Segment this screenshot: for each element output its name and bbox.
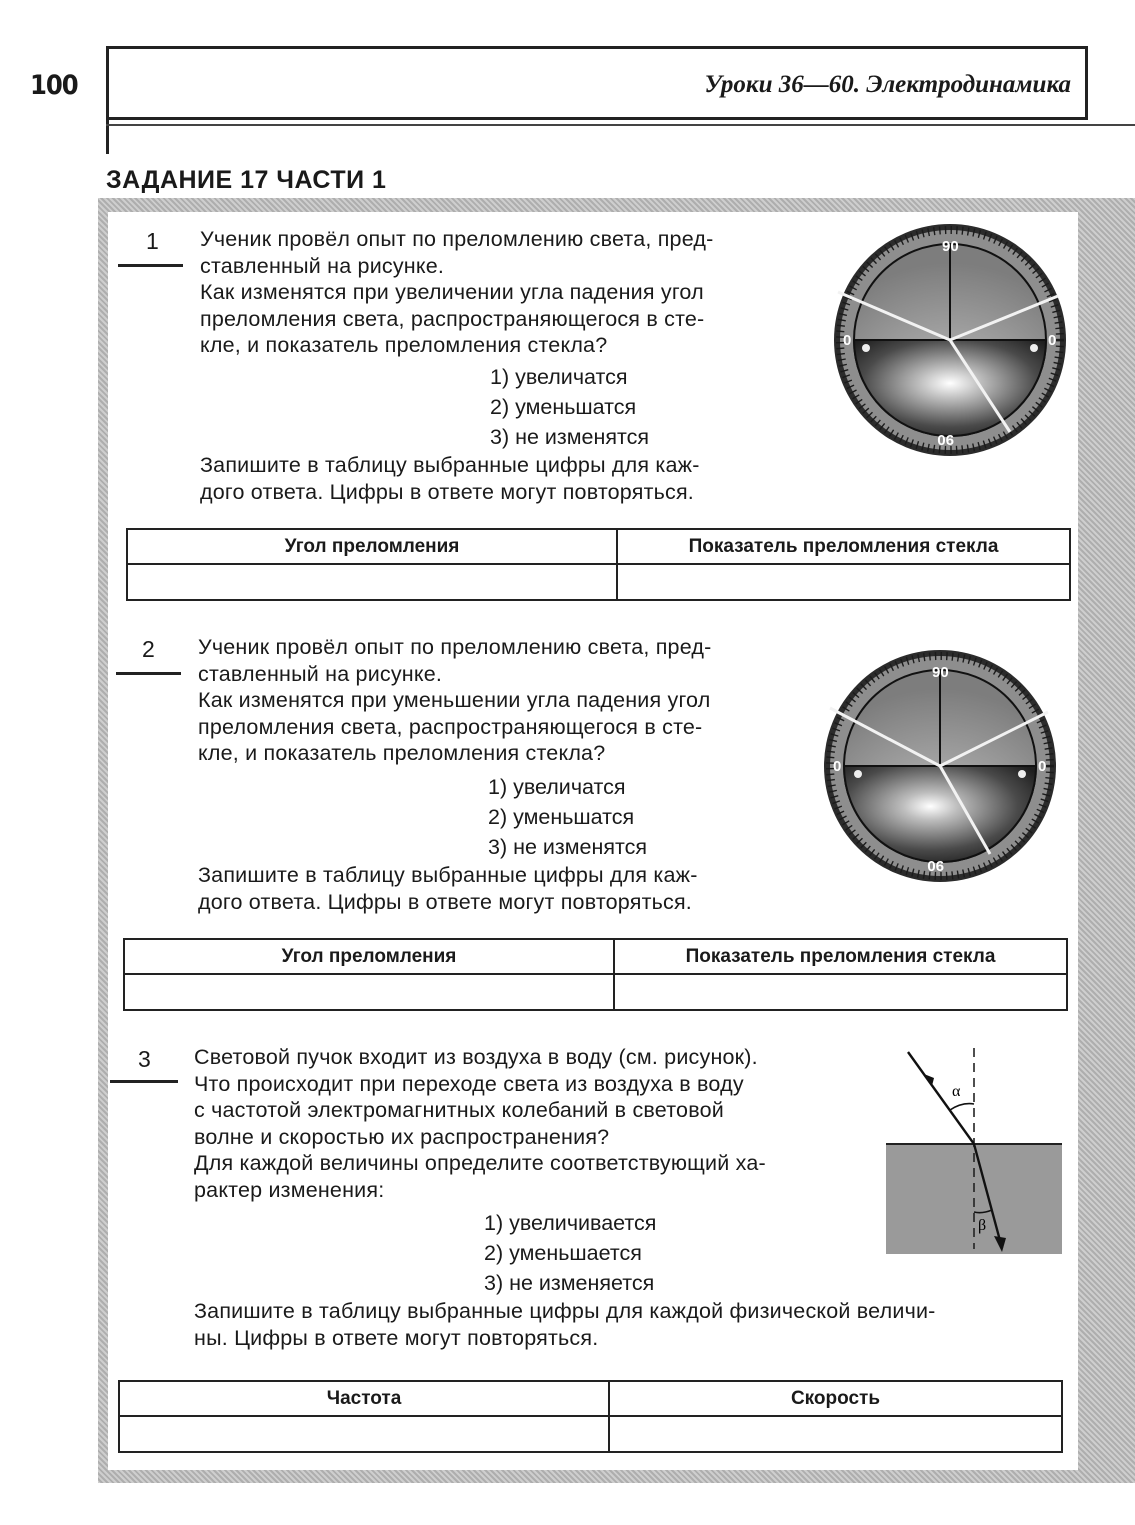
answer-cell[interactable] <box>617 564 1070 600</box>
table-header-cell: Угол преломления <box>124 939 614 974</box>
answer-option: 3) не изменятся <box>490 425 650 449</box>
answer-option: 3) не изменятся <box>488 835 648 859</box>
table-header-cell: Частота <box>119 1381 609 1416</box>
question-line: Для каждой величины определите соответствующий ха- <box>194 1151 766 1175</box>
question-line: ставленный на рисунке. <box>200 253 445 278</box>
table-header-cell: Показатель преломления стекла <box>614 939 1067 974</box>
answer-cell[interactable] <box>127 564 617 600</box>
task-number: 3 <box>138 1046 151 1072</box>
instruction-line: дого ответа. Цифры в ответе могут повторяться. <box>198 889 692 914</box>
answer-options <box>484 1208 656 1298</box>
question-line: Что происходит при переходе света из воздуха в воду <box>194 1071 744 1096</box>
scale-label: 90 <box>942 238 959 255</box>
glass-screw <box>1018 770 1026 778</box>
answer-option: 2) уменьшатся <box>490 395 637 419</box>
answer-option: 3) не изменяется <box>484 1271 655 1295</box>
answer-table <box>118 1380 1063 1453</box>
air-water-refraction-figure <box>884 1044 1064 1256</box>
answer-cell[interactable] <box>124 974 614 1010</box>
refraction-disk-figure <box>832 222 1068 458</box>
running-header <box>106 46 1088 120</box>
answer-option: 2) уменьшатся <box>488 805 635 829</box>
question-line: ставленный на рисунке. <box>198 661 443 686</box>
incident-ray <box>908 1052 974 1144</box>
task-question <box>194 1044 858 1203</box>
task-number: 1 <box>146 228 159 254</box>
question-line: Как изменятся при увеличении угла падения угол <box>200 280 704 304</box>
task-instruction <box>198 862 798 915</box>
answer-cell[interactable] <box>119 1416 609 1452</box>
answer-option: 1) увеличатся <box>488 775 626 799</box>
header-rule <box>106 124 1135 126</box>
question-line: преломления света, распространяющегося в сте- <box>198 714 703 739</box>
answer-options <box>488 772 647 862</box>
scale-label: 0 <box>1048 332 1057 349</box>
answer-table <box>123 938 1068 1011</box>
question-line: Световой пучок входит из воздуха в воду (см. рисунок). <box>194 1045 758 1069</box>
answer-option: 2) уменьшается <box>484 1241 642 1265</box>
scale-label: 0 <box>833 758 842 775</box>
instruction-line: дого ответа. Цифры в ответе могут повторяться. <box>200 479 694 504</box>
task-instruction <box>200 452 800 505</box>
table-header-cell: Угол преломления <box>127 529 617 564</box>
page-number: 100 <box>30 70 78 101</box>
question-line: Как изменятся при уменьшении угла падения угол <box>198 688 711 712</box>
question-line: преломления света, распространяющегося в сте- <box>200 306 705 331</box>
glass-screw <box>854 770 862 778</box>
scale-label: 90 <box>937 431 954 448</box>
task-marker-line <box>118 264 183 267</box>
angle-alpha-arc <box>950 1104 974 1110</box>
question-line: с частотой электромагнитных колебаний в световой <box>194 1098 724 1122</box>
task-question <box>200 226 800 359</box>
task-marker-line <box>116 672 181 675</box>
running-header-title: Уроки 36—60. Электродинамика <box>704 71 1071 98</box>
question-line: кле, и показатель преломления стекла? <box>200 333 608 357</box>
angle-beta-label: β <box>978 1217 987 1234</box>
angle-alpha-label: α <box>952 1083 961 1100</box>
answer-table <box>126 528 1071 601</box>
instruction-line: Запишите в таблицу выбранные цифры для каждой физической величи- <box>194 1299 936 1323</box>
answer-option: 1) увеличатся <box>490 365 628 389</box>
glass-screw <box>1030 344 1038 352</box>
instruction-line: ны. Цифры в ответе могут повторяться. <box>194 1325 599 1350</box>
refraction-disk-figure <box>822 648 1058 884</box>
task-marker-line <box>110 1080 178 1083</box>
scale-label: 0 <box>843 332 852 349</box>
answer-options <box>490 362 649 452</box>
table-header-cell: Показатель преломления стекла <box>617 529 1070 564</box>
task-instruction <box>194 1298 1060 1351</box>
question-line: Ученик провёл опыт по преломлению света, пред- <box>198 635 712 659</box>
question-line: Ученик провёл опыт по преломлению света, пред- <box>200 227 714 251</box>
instruction-line: Запишите в таблицу выбранные цифры для каж- <box>198 863 698 887</box>
answer-option: 1) увеличивается <box>484 1211 657 1235</box>
section-title: ЗАДАНИЕ 17 ЧАСТИ 1 <box>106 166 387 194</box>
task-question <box>198 634 798 767</box>
task-number: 2 <box>142 636 155 662</box>
scale-label: 90 <box>927 857 944 874</box>
question-line: рактер изменения: <box>194 1177 385 1202</box>
glass-screw <box>862 344 870 352</box>
question-line: кле, и показатель преломления стекла? <box>198 741 606 765</box>
question-line: волне и скоростью их распространения? <box>194 1124 610 1149</box>
answer-cell[interactable] <box>609 1416 1062 1452</box>
scale-label: 0 <box>1038 758 1047 775</box>
instruction-line: Запишите в таблицу выбранные цифры для каж- <box>200 453 700 477</box>
scale-label: 90 <box>932 664 949 681</box>
answer-cell[interactable] <box>614 974 1067 1010</box>
table-header-cell: Скорость <box>609 1381 1062 1416</box>
